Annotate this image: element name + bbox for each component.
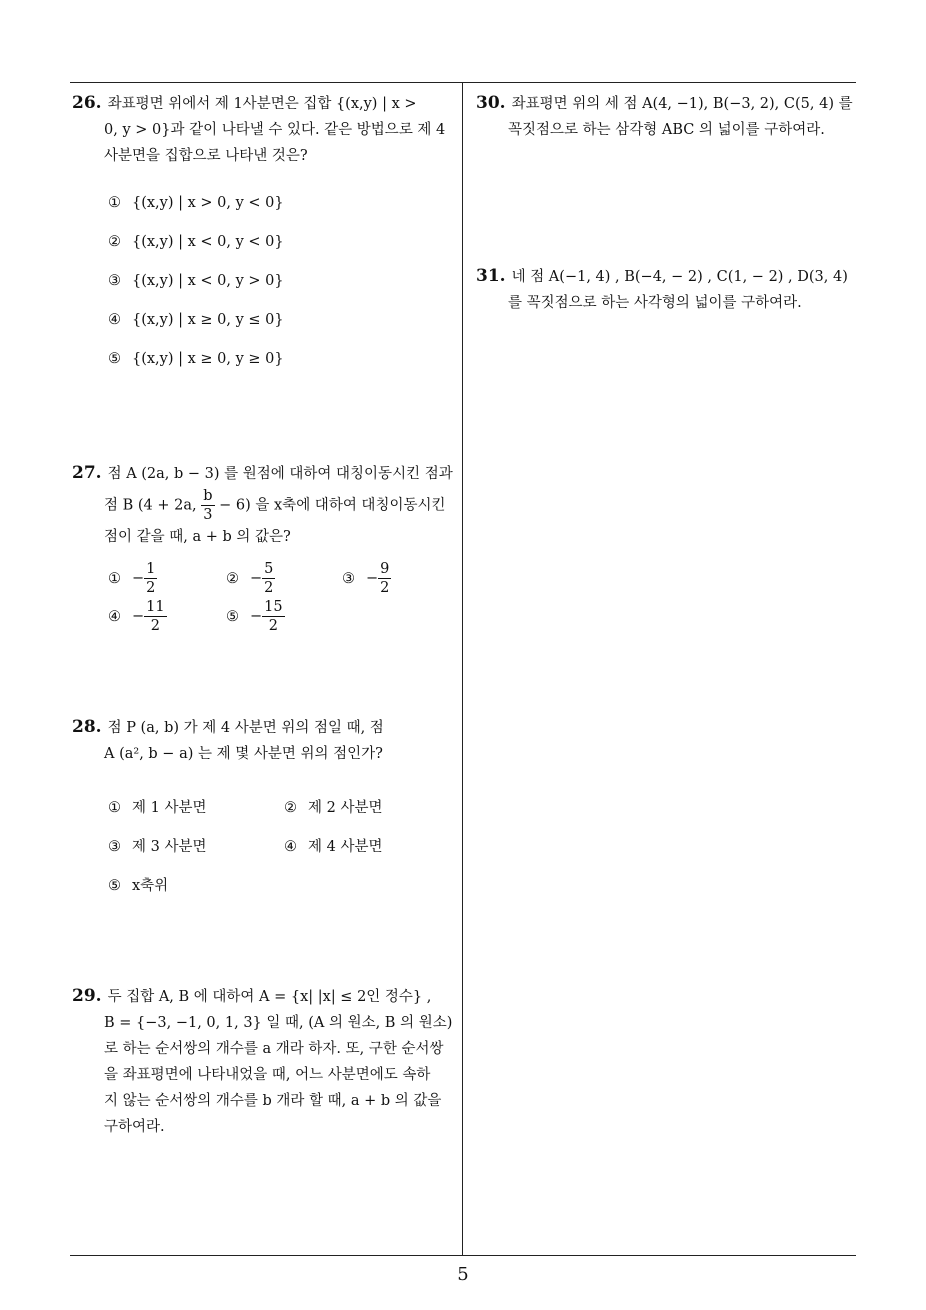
choice-5[interactable] bbox=[108, 351, 284, 367]
choice-mark: ③ bbox=[108, 839, 121, 855]
choice-text: 제 2 사분면 bbox=[308, 800, 383, 816]
numerator: 11 bbox=[146, 599, 165, 615]
question-text-line: A (a², b − a) 는 제 몇 사분면 위의 점인가? bbox=[104, 746, 383, 762]
fraction bbox=[262, 598, 284, 635]
question-text-line: 점 A (2a, b − 3) 를 원점에 대하여 대칭이동시킨 점과 bbox=[107, 466, 453, 482]
question-30 bbox=[476, 90, 866, 143]
question-text-line: 점이 같을 때, a + b 의 값은? bbox=[104, 529, 291, 545]
choice-text: {(x,y) | x ≥ 0, y ≥ 0} bbox=[132, 351, 284, 367]
fraction bbox=[378, 560, 391, 597]
choice-sign: − bbox=[132, 608, 145, 625]
choice-text: {(x,y) | x < 0, y > 0} bbox=[132, 273, 284, 289]
question-number: 27. bbox=[72, 463, 102, 483]
numerator: 5 bbox=[264, 561, 274, 577]
choice-text: {(x,y) | x < 0, y < 0} bbox=[132, 234, 284, 250]
question-28-stem bbox=[72, 714, 462, 741]
choice-mark: ② bbox=[108, 234, 121, 250]
choice-1[interactable] bbox=[108, 796, 206, 817]
choice-mark: ④ bbox=[108, 312, 121, 328]
question-29-stem bbox=[72, 983, 462, 1010]
question-27 bbox=[72, 460, 462, 550]
question-28 bbox=[72, 714, 462, 767]
choice-mark: ① bbox=[108, 195, 121, 211]
question-text-line: 를 꼭짓점으로 하는 사각형의 넓이를 구하여라. bbox=[508, 295, 802, 311]
question-text-line: 0, y > 0}과 같이 나타낼 수 있다. 같은 방법으로 제 4 bbox=[104, 122, 446, 138]
choice-mark: ⑤ bbox=[108, 878, 121, 894]
choice-2[interactable] bbox=[284, 796, 382, 817]
question-text-line: 좌표평면 위에서 제 1사분면은 집합 {(x,y) | x > bbox=[107, 96, 417, 112]
question-number: 31. bbox=[476, 266, 506, 286]
choice-mark: ③ bbox=[342, 570, 355, 587]
fraction bbox=[262, 560, 275, 597]
choice-mark: ④ bbox=[284, 839, 297, 855]
choice-5[interactable] bbox=[226, 598, 285, 635]
question-text-line: 을 좌표평면에 나타내었을 때, 어느 사분면에도 속하 bbox=[104, 1067, 431, 1083]
denominator: 2 bbox=[268, 618, 278, 634]
question-31 bbox=[476, 263, 866, 316]
choice-mark: ③ bbox=[108, 273, 121, 289]
question-31-stem bbox=[476, 263, 866, 290]
choice-text: {(x,y) | x ≥ 0, y ≤ 0} bbox=[132, 312, 284, 328]
choice-mark: ⑤ bbox=[226, 608, 239, 625]
question-27-stem bbox=[72, 460, 462, 487]
question-text-line: 사분면을 집합으로 나타낸 것은? bbox=[104, 148, 308, 164]
choice-1[interactable] bbox=[108, 560, 157, 597]
choice-text: {(x,y) | x > 0, y < 0} bbox=[132, 195, 284, 211]
choice-2[interactable] bbox=[108, 234, 284, 250]
question-number: 26. bbox=[72, 93, 102, 113]
numerator: b bbox=[203, 488, 213, 504]
question-26 bbox=[72, 90, 462, 169]
choice-sign: − bbox=[132, 570, 145, 587]
denominator: 2 bbox=[380, 580, 390, 596]
question-29 bbox=[72, 983, 462, 1140]
numerator: 9 bbox=[380, 561, 390, 577]
choice-3[interactable] bbox=[108, 273, 284, 289]
question-text-line: 점 P (a, b) 가 제 4 사분면 위의 점일 때, 점 bbox=[107, 720, 384, 736]
question-number: 28. bbox=[72, 717, 102, 737]
question-30-stem bbox=[476, 90, 866, 117]
question-number: 29. bbox=[72, 986, 102, 1006]
question-text-line: 로 하는 순서쌍의 개수를 a 개라 하자. 또, 구한 순서쌍 bbox=[104, 1041, 444, 1057]
question-text-line: 좌표평면 위의 세 점 A(4, −1), B(−3, 2), C(5, 4) 를 bbox=[511, 96, 853, 112]
question-text-fragment: − 6) 을 x축에 대하여 대칭이동시킨 bbox=[219, 497, 446, 514]
choice-sign: − bbox=[250, 570, 263, 587]
choice-mark: ① bbox=[108, 570, 121, 587]
question-text-line: 두 집합 A, B 에 대하여 A = {x| |x| ≤ 2인 정수} , bbox=[107, 989, 432, 1005]
fraction bbox=[144, 560, 157, 597]
choice-2[interactable] bbox=[226, 560, 275, 597]
denominator: 2 bbox=[264, 580, 274, 596]
choice-4[interactable] bbox=[284, 835, 382, 856]
choice-mark: ② bbox=[284, 800, 297, 816]
page-number: 5 bbox=[457, 1264, 469, 1285]
denominator: 3 bbox=[203, 507, 213, 523]
question-text-line-2 bbox=[72, 487, 462, 524]
question-text-line: 꼭짓점으로 하는 삼각형 ABC 의 넓이를 구하여라. bbox=[508, 122, 825, 138]
choice-text: 제 1 사분면 bbox=[132, 800, 207, 816]
question-text-line: 네 점 A(−1, 4) , B(−4, − 2) , C(1, − 2) , D(3, 4) bbox=[511, 269, 848, 285]
fraction bbox=[201, 487, 214, 524]
choice-mark: ④ bbox=[108, 608, 121, 625]
numerator: 1 bbox=[146, 561, 156, 577]
choice-3[interactable] bbox=[108, 835, 206, 856]
column-divider bbox=[462, 82, 463, 1255]
fraction bbox=[144, 598, 166, 635]
choice-text: 제 3 사분면 bbox=[132, 839, 207, 855]
question-text-fragment: 점 B (4 + 2a, bbox=[104, 497, 202, 514]
choice-mark: ⑤ bbox=[108, 351, 121, 367]
choice-mark: ① bbox=[108, 800, 121, 816]
choice-sign: − bbox=[250, 608, 263, 625]
choice-text: 제 4 사분면 bbox=[308, 839, 383, 855]
top-rule bbox=[70, 82, 856, 83]
question-text-line: 지 않는 순서쌍의 개수를 b 개라 할 때, a + b 의 값을 bbox=[104, 1093, 442, 1109]
question-number: 30. bbox=[476, 93, 506, 113]
choice-sign: − bbox=[366, 570, 379, 587]
question-text-line: B = {−3, −1, 0, 1, 3} 일 때, (A 의 원소, B 의 원소) bbox=[104, 1015, 453, 1031]
choice-mark: ② bbox=[226, 570, 239, 587]
choice-4[interactable] bbox=[108, 312, 284, 328]
choice-1[interactable] bbox=[108, 195, 284, 211]
choice-text: x축위 bbox=[132, 878, 169, 894]
question-26-stem bbox=[72, 90, 462, 117]
numerator: 15 bbox=[264, 599, 283, 615]
denominator: 2 bbox=[146, 580, 156, 596]
question-text-line: 구하여라. bbox=[104, 1119, 165, 1135]
denominator: 2 bbox=[150, 618, 160, 634]
bottom-rule bbox=[70, 1255, 856, 1256]
choice-3[interactable] bbox=[342, 560, 391, 597]
choice-4[interactable] bbox=[108, 598, 167, 635]
choice-5[interactable] bbox=[108, 874, 168, 895]
